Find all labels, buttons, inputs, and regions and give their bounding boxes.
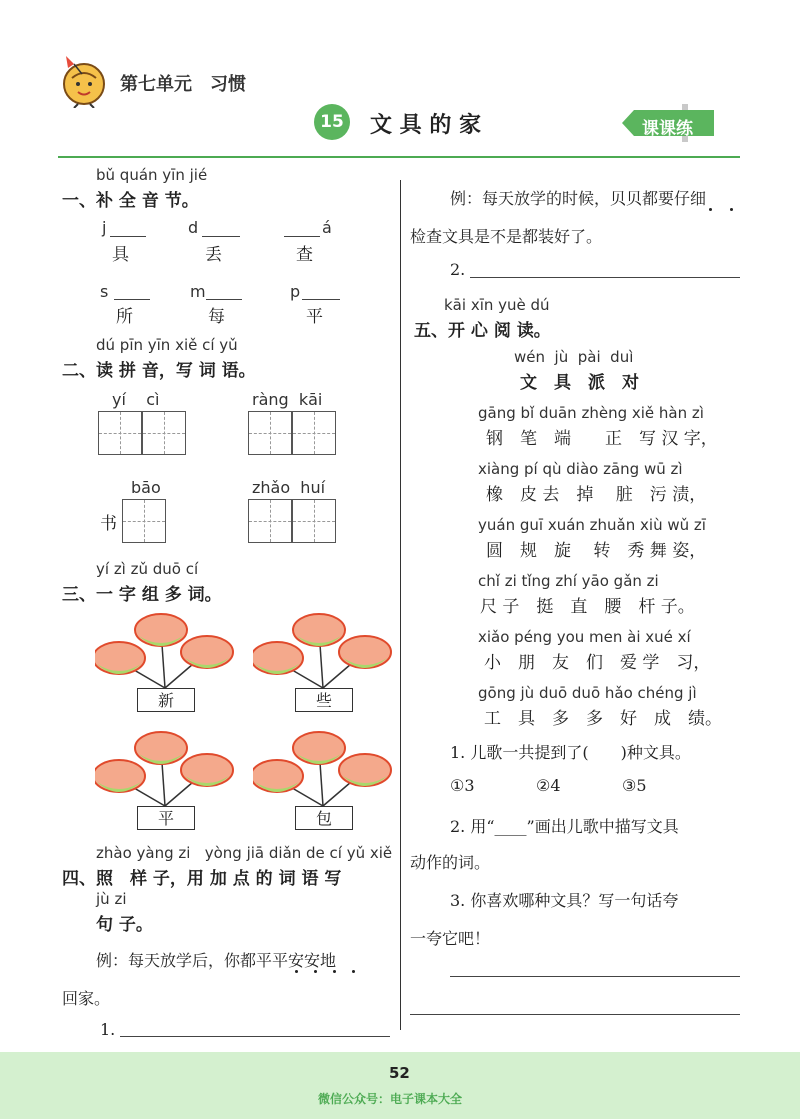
poem-line: 圆 规 旋 转 秀 舞 姿， (486, 541, 707, 561)
poem-pinyin: yuán guī xuán zhuǎn xiù wǔ zī (478, 516, 706, 534)
s1-letter: j (102, 218, 107, 237)
poem-line: 尺 子 挺 直 腰 杆 子。 (480, 597, 695, 617)
lesson-number-badge: 15 (314, 104, 350, 140)
poem-title: 文 具 派 对 (520, 373, 639, 393)
char-box: 些 (295, 688, 353, 712)
section2-title: 二、读 拼 音，写 词 语。 (62, 361, 256, 381)
section4-title-2: 句 子。 (96, 915, 153, 935)
option[interactable]: ①3 (450, 776, 475, 795)
item-number: 1. (100, 1020, 116, 1039)
poem-pinyin: gōng jù duō duō hǎo chéng jì (478, 684, 697, 702)
char-box: 包 (295, 806, 353, 830)
emphasis-dot (352, 970, 355, 973)
example-a: 例：每天放学后，你都平平安安地 (96, 951, 337, 970)
writing-cell[interactable] (248, 411, 292, 455)
poem-line: 钢 笔 端 正 写 汉 字， (486, 429, 718, 449)
emphasis-dot (709, 208, 712, 211)
header-divider (58, 156, 740, 158)
s1-letter: d (188, 218, 199, 237)
writing-cell[interactable] (292, 411, 336, 455)
emphasis-dot (295, 970, 298, 973)
writing-cell[interactable] (142, 411, 186, 455)
footer-credit: 微信公众号：电子课本大全 (318, 1092, 463, 1106)
question-2: 2. 用“____”画出儿歌中描写文具 (450, 817, 679, 836)
unit-label: 第七单元 习惯 (120, 74, 246, 95)
poem-line: 橡 皮 去 掉 脏 污 渍， (486, 485, 707, 505)
s1-char: 平 (306, 307, 323, 327)
s1-letter: á (322, 218, 332, 237)
answer-line[interactable] (120, 1036, 390, 1037)
s1-char: 所 (116, 307, 133, 327)
s1-blank[interactable] (202, 236, 240, 237)
footer-band (0, 1052, 800, 1119)
poem-pinyin: gāng bǐ duān zhèng xiě hàn zì (478, 404, 704, 422)
s1-char: 丢 (205, 245, 222, 265)
section4-pinyin: zhào yàng zi yòng jiā diǎn de cí yǔ xiě (96, 844, 393, 862)
section2-pinyin: dú pīn yīn xiě cí yǔ (96, 336, 238, 354)
word-pinyin: ràng kāi (252, 390, 323, 409)
poem-title-pinyin: wén jù pài duì (514, 348, 634, 366)
option[interactable]: ②4 (536, 776, 561, 795)
poem-pinyin: chǐ zi tǐng zhí yāo gǎn zi (478, 572, 659, 590)
question-1: 1. 儿歌一共提到了( )种文具。 (450, 743, 691, 762)
question-3: 3. 你喜欢哪种文具？写一句话夸 (450, 891, 679, 910)
question-3-cont: 一夸它吧！ (410, 929, 491, 948)
emphasis-dot (314, 970, 317, 973)
emphasis-dot (730, 208, 733, 211)
char-box: 平 (137, 806, 195, 830)
section5-pinyin: kāi xīn yuè dú (444, 296, 550, 314)
char-box: 新 (137, 688, 195, 712)
option[interactable]: ③5 (622, 776, 647, 795)
tag-label: 课课练 (642, 119, 693, 139)
s1-char: 每 (208, 307, 225, 327)
writing-cell[interactable] (98, 411, 142, 455)
poem-line: 工 具 多 多 好 成 绩。 (484, 709, 722, 729)
section1-title: 一、补 全 音 节。 (62, 191, 199, 211)
item-number: 2. (450, 260, 466, 279)
writing-cell[interactable] (122, 499, 166, 543)
writing-cell[interactable] (248, 499, 292, 543)
answer-line[interactable] (470, 277, 740, 278)
mascot-icon (54, 50, 114, 108)
word-pinyin: zhǎo huí (252, 478, 326, 497)
section5-title: 五、开 心 阅 读。 (414, 321, 551, 341)
section4-title: 四、照 样 子，用 加 点 的 词 语 写 (62, 869, 342, 889)
emphasis-dot (333, 970, 336, 973)
s1-blank[interactable] (206, 299, 242, 300)
section4-pinyin-2: jù zi (96, 890, 127, 908)
word-prefix: 书 (100, 514, 117, 534)
example2-b: 检查文具是不是都装好了。 (410, 227, 603, 246)
lesson-title: 文 具 的 家 (370, 113, 481, 138)
answer-line[interactable] (450, 976, 740, 977)
answer-line[interactable] (410, 1014, 740, 1015)
writing-cell[interactable] (292, 499, 336, 543)
section1-pinyin: bǔ quán yīn jié (96, 166, 208, 184)
word-pinyin: yí cì (112, 390, 160, 409)
poem-pinyin: xiǎo péng you men ài xué xí (478, 628, 691, 646)
poem-pinyin: xiàng pí qù diào zāng wū zì (478, 460, 683, 478)
column-divider (400, 180, 401, 1030)
s1-char: 具 (112, 245, 129, 265)
s1-blank[interactable] (110, 236, 146, 237)
s1-char: 查 (296, 245, 313, 265)
section3-title: 三、一 字 组 多 词。 (62, 585, 222, 605)
example-b: 回家。 (62, 989, 111, 1008)
poem-line: 小 朋 友 们 爱 学 习， (484, 653, 711, 673)
page-number: 52 (389, 1064, 410, 1082)
s1-letter: p (290, 282, 301, 301)
s1-letter: s (100, 282, 109, 301)
s1-blank[interactable] (302, 299, 340, 300)
s1-blank[interactable] (284, 236, 320, 237)
word-pinyin: bāo (131, 478, 161, 497)
s1-letter: m (190, 282, 206, 301)
question-2-cont: 动作的词。 (410, 853, 491, 872)
example2-a: 例：每天放学的时候，贝贝都要仔细 (450, 189, 707, 208)
section3-pinyin: yí zì zǔ duō cí (96, 560, 199, 578)
s1-blank[interactable] (114, 299, 150, 300)
